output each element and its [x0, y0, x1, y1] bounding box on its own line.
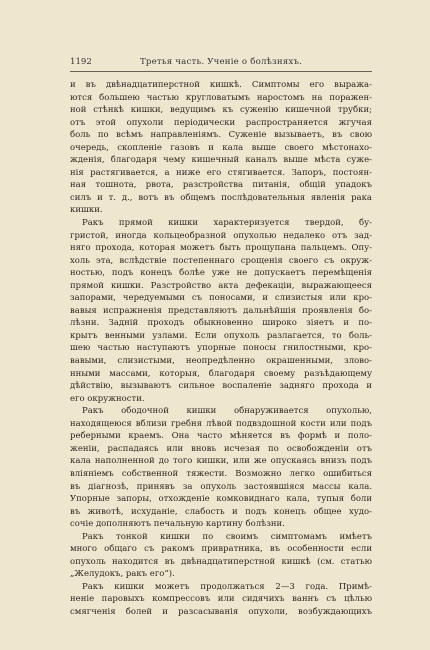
text-line: много общаго съ ракомъ привратника, въ особенности если [70, 544, 372, 555]
text-line: въ діагнозѣ, принявъ за опухоль застоявшіяся массы кала. [70, 481, 372, 492]
text-line: силъ и т. д., вотъ въ общемъ послѣдовательныя явленія рака [70, 192, 372, 203]
text-line: Упорные запоры, отхожденіе комковиднаго кала, тупыя боли [70, 494, 372, 505]
text-line: кишки. [70, 205, 103, 216]
text-line: нія растягивается, а ниже его стягивается. Запоръ, постоян- [70, 167, 372, 178]
header-rule [70, 71, 372, 72]
text-line: боль по всѣмъ направленіямъ. Суженіе вызываетъ, въ свою [70, 130, 372, 141]
text-line: нными массами, которыя, благодаря своему разъѣдающему [70, 368, 372, 379]
text-line: его окружности. [70, 393, 145, 404]
running-header [70, 55, 372, 69]
text-line: реберными краемъ. Она часто мѣняется въ формѣ и поло- [70, 431, 372, 442]
text-line: опухоль находится въ двѣнадцатиперстной кишкѣ (см. статью [70, 556, 372, 567]
body-text [70, 79, 372, 619]
text-line: „Желудокъ, ракъ его“). [70, 569, 175, 580]
text-line: вавыми, слизистыми, неопредѣленно окрашенными, злово- [70, 356, 372, 367]
text-line: шею частью наступаютъ упорные поносы гнилостными, кро- [70, 343, 372, 354]
text-line: кала наполненной до того кишки, или же опускаясь внизъ подъ [70, 456, 372, 467]
text-line: Ракъ прямой кишки характеризуется твердой, бу- [82, 218, 372, 229]
text-line: крытъ венными узлами. Если опухоль разлагается, то боль- [70, 330, 372, 341]
text-line: ностью, подъ конецъ болѣе уже не допускаетъ перемѣщенія [70, 268, 372, 279]
text-line: жденія, благодаря чему кишечный каналъ выше мѣста суже- [70, 155, 372, 166]
text-line: ной стѣнкѣ кишки, ведущимъ къ суженію кишечной трубки; [70, 105, 372, 116]
text-line: лѣзни. Задній проходъ обыкновенно широко зіяетъ и по- [70, 318, 372, 329]
text-line: находящеюся вблизи гребня лѣвой подвздошной кости или подъ [70, 418, 372, 429]
text-line: запорами, чередуемыми съ поносами, и слизистыя или кро- [70, 293, 372, 304]
text-line: дѣйствію, вызываютъ сильное воспаленіе задняго прохода и [70, 381, 372, 392]
text-line: сочіе дополняютъ печальную картину болѣзни. [70, 519, 285, 530]
text-line: и въ двѣнадцатиперстной кишкѣ. Симптомы его выража- [70, 80, 372, 90]
text-line: неніе паровыхъ компрессовъ или сидячихъ ваннъ съ цѣлью [70, 594, 372, 605]
text-line: вліяніемъ собственной тяжести. Возможно легко ошибиться [70, 468, 372, 479]
text-line: смягченія болей и разсасыванія опухоли, возбуждающихъ [70, 606, 372, 617]
text-line: ются большею частью кругловатымъ наростомъ на поражен- [70, 92, 372, 103]
text-line: Ракъ кишки можетъ продолжаться 2—3 года. Примѣ- [82, 581, 372, 592]
text-line: въ животѣ, исхуданіе, слабость и подъ конецъ общее худо- [70, 506, 372, 517]
text-line: Ракъ ободочной кишки обнаруживается опухолью, [82, 406, 372, 417]
text-line: гристой, иногда кольцеобразной опухолью недалеко отъ зад- [70, 230, 372, 241]
text-line: очередь, скопленіе газовъ и кала выше своего мѣстонахо- [70, 142, 372, 153]
text-line: няго прохода, которая можетъ быть прощупана пальцемъ. Опу- [70, 243, 372, 254]
text-line: женіи, распадаясь или вновь исчезая по освобожденіи отъ [70, 443, 372, 454]
text-line: вавыя испражненія представляютъ дальнѣйшія проявленія бо- [70, 305, 372, 316]
running-title: Третья часть. Ученіе о болѣзняхъ. [140, 57, 303, 67]
text-line: ная тошнота, рвота, разстройства питанія, общій упадокъ [70, 180, 372, 191]
page-number: 1192 [70, 57, 92, 67]
text-line: Ракъ тонкой кишки по своимъ симптомамъ имѣетъ [82, 531, 372, 542]
text-line: прямой кишки. Разстройство акта дефекаціи, выражающееся [70, 280, 372, 291]
text-line: отъ этой опухоли періодически распространяется жгучая [70, 117, 372, 128]
text-line: холь эта, вслѣдствіе постепеннаго срощенія своего съ окруж- [70, 255, 372, 266]
